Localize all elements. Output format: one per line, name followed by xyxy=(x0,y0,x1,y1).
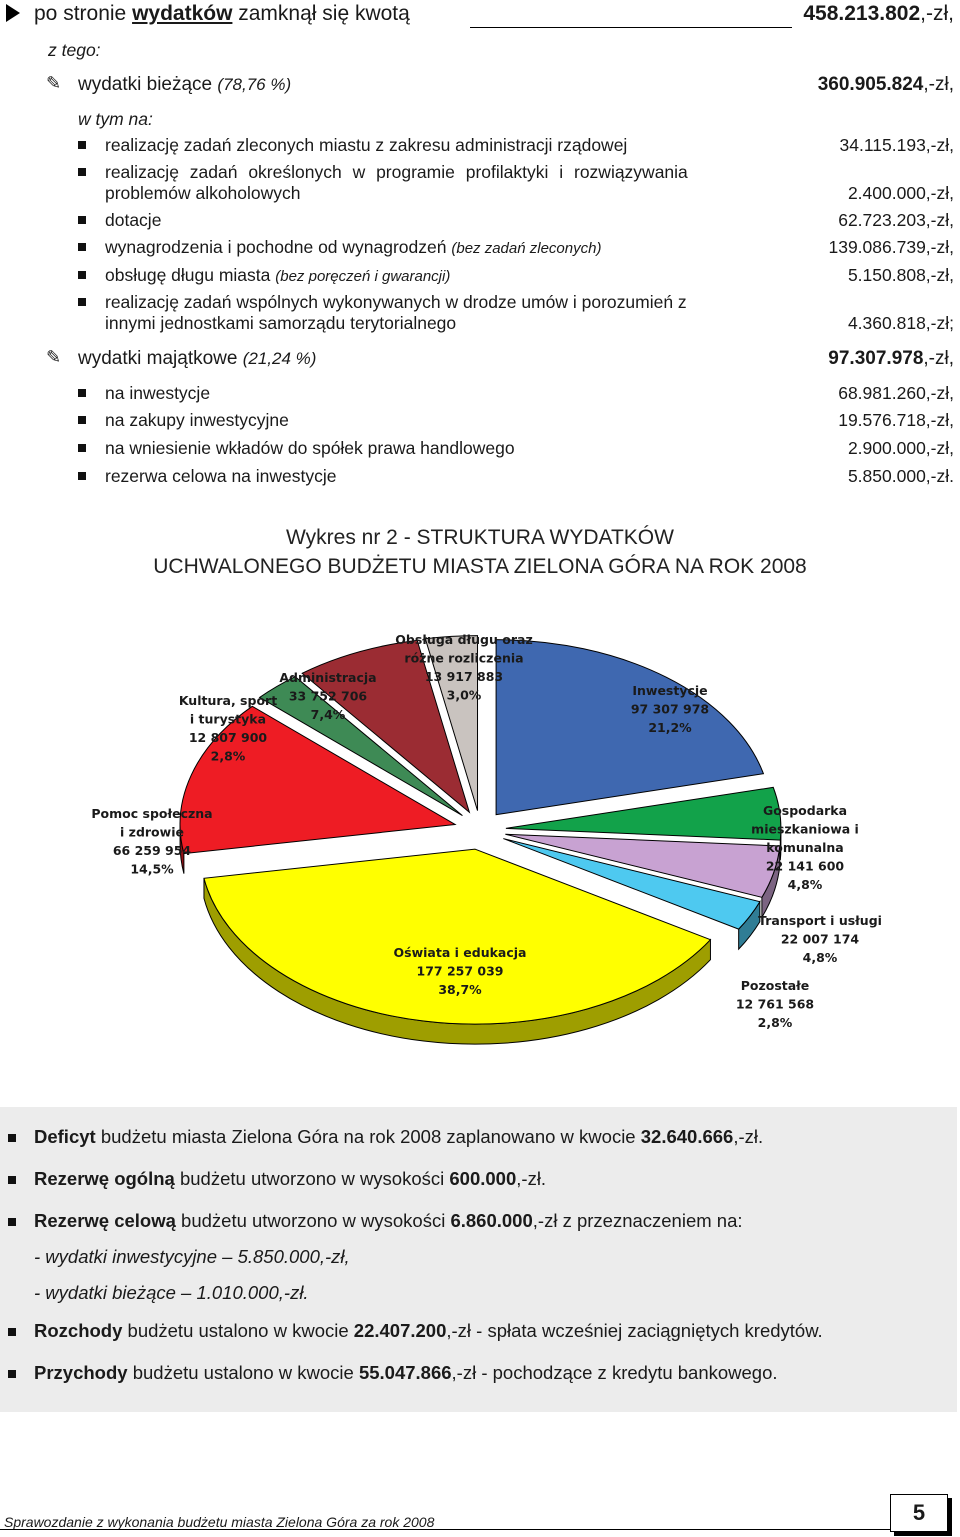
current-expenses-label: wydatki bieżące (78,76 %) xyxy=(78,74,292,95)
header-text-bold: wydatków xyxy=(132,2,233,25)
pie-chart xyxy=(0,600,960,1080)
property-expenses-label: wydatki majątkowe (21,24 %) xyxy=(78,348,317,369)
property-item-amount: 2.900.000,-zł, xyxy=(847,438,954,458)
notes-box xyxy=(0,1107,957,1412)
current-item-text-cont: problemów alkoholowych xyxy=(105,183,301,203)
pie-slice-label: Obsługa długu oraz różne rozliczenia 13 917 883 3,0% xyxy=(395,632,533,703)
current-item-text: realizację zadań określonych w programie profilaktyki i rozwiązywania xyxy=(105,162,688,182)
w-tym-na-label: w tym na: xyxy=(78,109,153,129)
pencil-bullet-icon: ✎ xyxy=(46,347,62,367)
property-expenses-amount: 97.307.978,-zł, xyxy=(828,348,954,369)
note-inflows: Przychody budżetu ustalono w kwocie 55.047.866,-zł - pochodzące z kredytu bankowego. xyxy=(34,1362,778,1383)
note-outflows: Rozchody budżetu ustalono w kwocie 22.407.200,-zł - spłata wcześniej zaciągniętych kredytów. xyxy=(34,1320,823,1341)
current-item-amount: 139.086.739,-zł, xyxy=(828,237,954,257)
header-amount: 458.213.802,-zł, xyxy=(803,2,954,25)
pencil-bullet-icon: ✎ xyxy=(46,73,62,93)
square-bullet-icon xyxy=(8,1218,16,1226)
current-item-text: dotacje xyxy=(105,210,162,230)
square-bullet-icon xyxy=(78,389,86,397)
square-bullet-icon xyxy=(8,1176,16,1184)
square-bullet-icon xyxy=(78,472,86,480)
footer-text: Sprawozdanie z wykonania budżetu miasta Zielona Góra za rok 2008 xyxy=(4,1514,435,1530)
note-general-reserve: Rezerwę ogólną budżetu utworzono w wysokości 600.000,-zł. xyxy=(34,1168,547,1189)
current-item-amount: 34.115.193,-zł, xyxy=(839,135,954,155)
pie-slice-top xyxy=(496,640,763,815)
pie-slice-label: Oświata i edukacja 177 257 039 38,7% xyxy=(393,945,527,997)
footer-rule xyxy=(0,1529,890,1530)
property-item-text: na zakupy inwestycyjne xyxy=(105,410,289,430)
pie-slice-label: Transport i usługi 22 007 174 4,8% xyxy=(758,913,882,965)
square-bullet-icon xyxy=(78,216,86,224)
note-deficit: Deficyt budżetu miasta Zielona Góra na rok 2008 zaplanowano w kwocie 32.640.666,-zł. xyxy=(34,1126,764,1147)
note-target-line-2: - wydatki bieżące – 1.010.000,-zł. xyxy=(34,1282,309,1303)
note-target-reserve: Rezerwę celową budżetu utworzono w wysokości 6.860.000,-zł z przeznaczeniem na: xyxy=(34,1210,743,1231)
square-bullet-icon xyxy=(78,416,86,424)
square-bullet-icon xyxy=(8,1328,16,1336)
square-bullet-icon xyxy=(78,444,86,452)
current-item-text-cont: innymi jednostkami samorządu terytorialnego xyxy=(105,313,457,333)
chart-subtitle: UCHWALONEGO BUDŻETU MIASTA ZIELONA GÓRA NA ROK 2008 xyxy=(153,555,807,578)
square-bullet-icon xyxy=(78,168,86,176)
pie-slice-label: Inwestycje 97 307 978 21,2% xyxy=(630,683,710,735)
current-item-text: wynagrodzenia i pochodne od wynagrodzeń (bez zadań zleconych) xyxy=(105,237,602,257)
pie-slice-label: Pozostałe 12 761 568 2,8% xyxy=(735,978,815,1030)
property-item-text: na inwestycje xyxy=(105,383,211,403)
square-bullet-icon xyxy=(8,1134,16,1142)
expenses-header xyxy=(6,2,410,26)
page-number: 5 xyxy=(890,1494,948,1532)
current-item-amount: 4.360.818,-zł; xyxy=(847,313,954,333)
chart-title: Wykres nr 2 - STRUKTURA WYDATKÓW xyxy=(286,526,674,549)
pie-slice-label: Administracja 33 752 706 7,4% xyxy=(279,670,377,722)
property-item-amount: 5.850.000,-zł. xyxy=(847,466,954,486)
current-expenses-amount: 360.905.824,-zł, xyxy=(817,74,954,95)
current-item-amount: 2.400.000,-zł, xyxy=(847,183,954,203)
current-item-text: obsługę długu miasta (bez poręczeń i gwarancji) xyxy=(105,265,451,285)
square-bullet-icon xyxy=(78,298,86,306)
current-item-text: realizację zadań zleconych miastu z zakresu administracji rządowej xyxy=(105,135,628,155)
square-bullet-icon xyxy=(78,141,86,149)
property-item-amount: 68.981.260,-zł, xyxy=(838,383,954,403)
pie-slice-label: Kultura, sport i turystyka 12 807 900 2,8% xyxy=(178,693,278,764)
property-item-amount: 19.576.718,-zł, xyxy=(838,410,954,430)
current-item-amount: 62.723.203,-zł, xyxy=(838,210,954,230)
header-text-after: zamknął się kwotą xyxy=(232,2,410,25)
header-text-before: po stronie xyxy=(34,2,133,25)
header-fill-line xyxy=(470,27,792,28)
property-item-text: rezerwa celowa na inwestycje xyxy=(105,466,337,486)
pie-slice-label: Pomoc społeczna i zdrowie 66 259 954 14,5% xyxy=(91,806,213,877)
pie-slice-label: Gospodarka mieszkaniowa i komunalna 22 141 600 4,8% xyxy=(751,803,859,892)
current-item-text: realizację zadań wspólnych wykonywanych w drodze umów i porozumień z xyxy=(105,292,687,312)
arrow-bullet-icon xyxy=(6,4,20,22)
property-item-text: na wniesienie wkładów do spółek prawa handlowego xyxy=(105,438,515,458)
note-target-line-1: - wydatki inwestycyjne – 5.850.000,-zł, xyxy=(34,1246,350,1267)
pie-slice xyxy=(496,640,763,815)
z-tego-label: z tego: xyxy=(48,40,101,60)
square-bullet-icon xyxy=(78,271,86,279)
current-item-amount: 5.150.808,-zł, xyxy=(847,265,954,285)
square-bullet-icon xyxy=(78,243,86,251)
square-bullet-icon xyxy=(8,1370,16,1378)
